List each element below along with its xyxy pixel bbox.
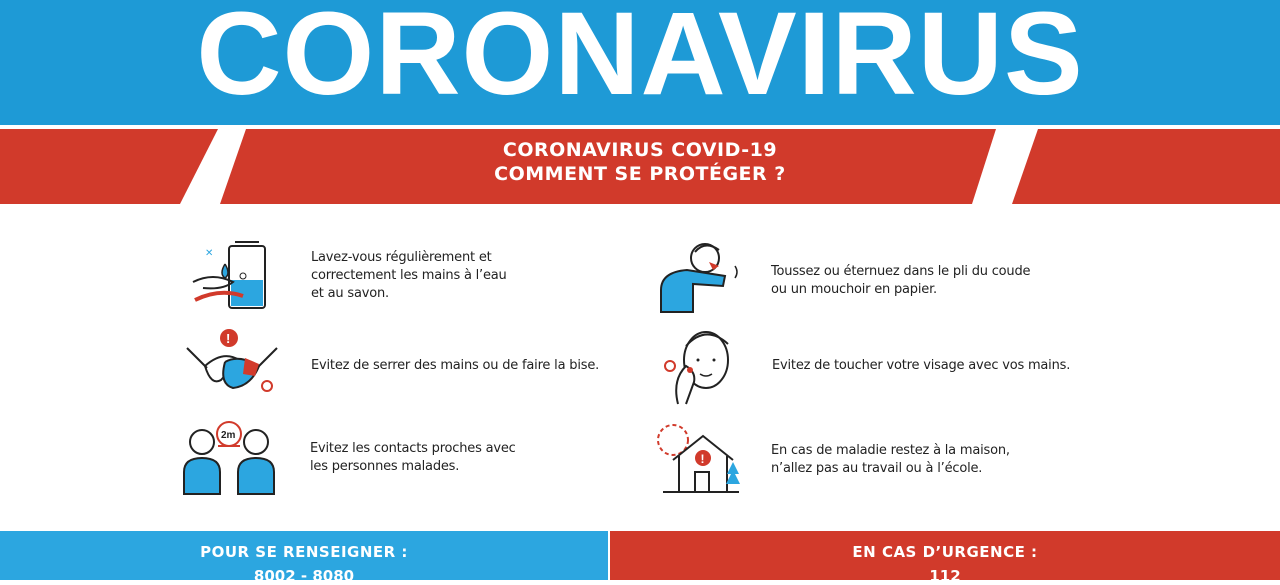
distance-icon <box>180 418 280 498</box>
tip-no-handshake: ! Evitez de serrer des mains ou de faire la bise. <box>185 326 599 406</box>
emergency-contact-panel <box>610 531 1280 585</box>
svg-text:!: ! <box>700 452 705 466</box>
tip-wash-hands: ✕ Lavez-vous régulièrement et correctement les mains à l’eau et au savon. <box>185 236 507 316</box>
page-title: CORONAVIRUS <box>196 0 1084 120</box>
emergency-label: EN CAS D’URGENCE : <box>852 543 1038 561</box>
tip-sneeze-elbow: Toussez ou éternuez dans le pli du coude ou un mouchoir en papier. <box>655 236 1030 316</box>
face-touch-icon <box>660 326 742 406</box>
emergency-phone-number[interactable]: 112 <box>929 567 961 585</box>
info-phone-number[interactable]: 8002 - 8080 <box>253 567 355 585</box>
subtitle <box>0 138 1280 186</box>
stay-home-icon <box>655 420 741 500</box>
hand-washing-icon <box>185 236 281 316</box>
tip-stay-home: ! En cas de maladie restez à la maison, n’allez pas au travail ou à l’école. <box>655 420 1010 500</box>
subtitle-line-1: CORONAVIRUS COVID-19 <box>502 139 778 161</box>
tip-keep-distance: 2m Evitez les contacts proches avec les personnes malades. <box>180 418 516 498</box>
sneeze-elbow-icon <box>655 236 741 316</box>
svg-text:✕: ✕ <box>205 248 214 259</box>
tip-no-face-touch: Evitez de toucher votre visage avec vos mains. <box>660 326 1070 406</box>
info-label: POUR SE RENSEIGNER : <box>200 543 408 561</box>
info-contact-panel <box>0 531 608 585</box>
svg-text:2m: 2m <box>221 430 236 441</box>
title-banner <box>0 0 1280 125</box>
handshake-icon <box>185 326 281 406</box>
subtitle-line-2: COMMENT SE PROTÉGER ? <box>494 163 786 185</box>
svg-text:!: ! <box>226 331 231 346</box>
